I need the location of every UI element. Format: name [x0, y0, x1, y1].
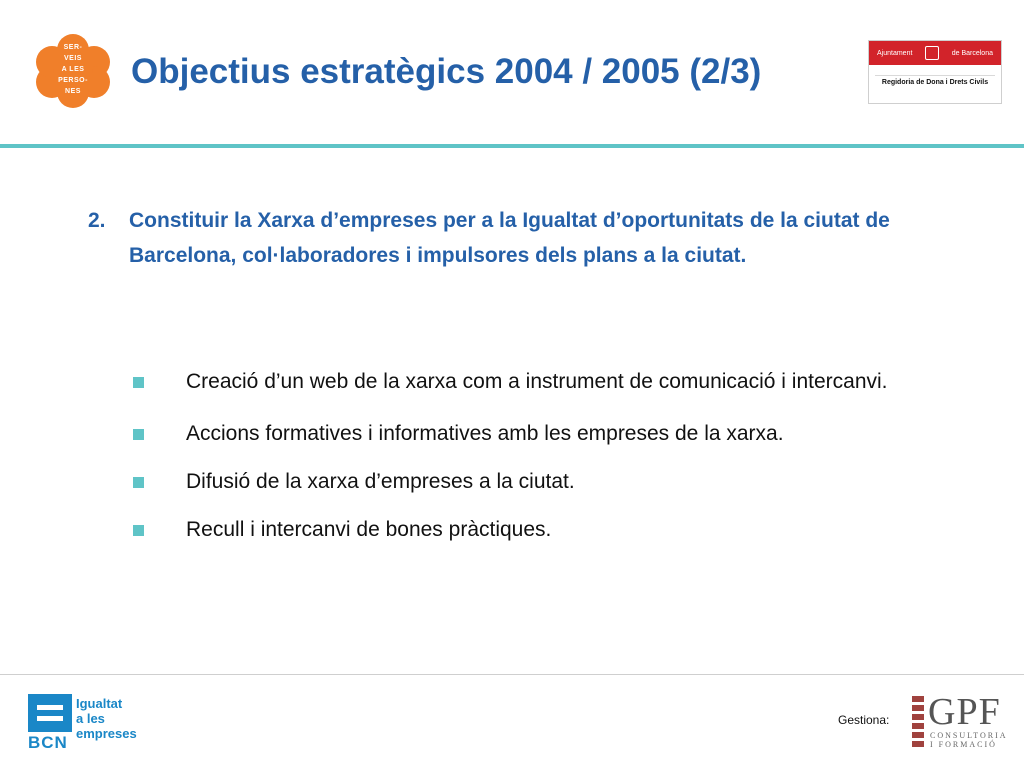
list-item	[130, 464, 930, 500]
ajuntament-barcelona-logo	[868, 40, 1002, 104]
bullet-text: Creació d’un web de la xarxa com a instrument de comunicació i intercanvi.	[186, 370, 888, 393]
bullet-list	[130, 364, 930, 564]
square-bullet-icon	[133, 377, 144, 388]
square-bullet-icon	[133, 477, 144, 488]
bullet-text: Difusió de la xarxa d’empreses a la ciutat.	[186, 470, 575, 493]
regidoria-label: Regidoria de Dona i Drets Civils	[875, 75, 995, 89]
gpf-consultoria-logo	[912, 691, 1008, 754]
gestiona-label: Gestiona:	[838, 713, 890, 727]
bullet-text: Accions formatives i informatives amb les empreses de la xarxa.	[186, 422, 784, 445]
list-item	[130, 512, 930, 548]
barcelona-label: de Barcelona	[951, 49, 993, 57]
main-objective	[88, 203, 968, 273]
ajuntament-label: Ajuntament	[877, 49, 913, 57]
gpf-sub-consultoria: CONSULTORIA	[930, 731, 1008, 740]
square-bullet-icon	[133, 429, 144, 440]
header-divider	[0, 144, 1024, 148]
footer-divider	[0, 674, 1024, 675]
igualtat-tagline: Igualtat a les empreses	[76, 696, 137, 741]
list-item	[130, 364, 930, 400]
gpf-letters: GPF	[928, 691, 1001, 733]
logo-text: SER- VEIS A LES PERSO- NES	[58, 44, 88, 95]
bullet-text: Recull i intercanvi de bones pràctiques.	[186, 518, 552, 541]
list-item	[130, 416, 930, 452]
objective-number: 2.	[88, 209, 106, 232]
page-title: Objectius estratègics 2004 / 2005 (2/3)	[131, 52, 762, 91]
gpf-sub-formacio: I FORMACIÓ	[930, 740, 997, 749]
square-bullet-icon	[133, 525, 144, 536]
gpf-pixel-icon	[912, 696, 924, 748]
barcelona-emblem-icon	[925, 46, 939, 60]
objective-text: Constituir la Xarxa d’empreses per a la Igualtat d’oportunitats de la ciutat de Barcelona, col·laboradores i impulsores dels plans a la ciutat.	[129, 209, 890, 267]
bcn-label: BCN	[28, 733, 68, 752]
serveis-persones-logo	[36, 34, 110, 108]
equals-icon	[28, 694, 72, 732]
